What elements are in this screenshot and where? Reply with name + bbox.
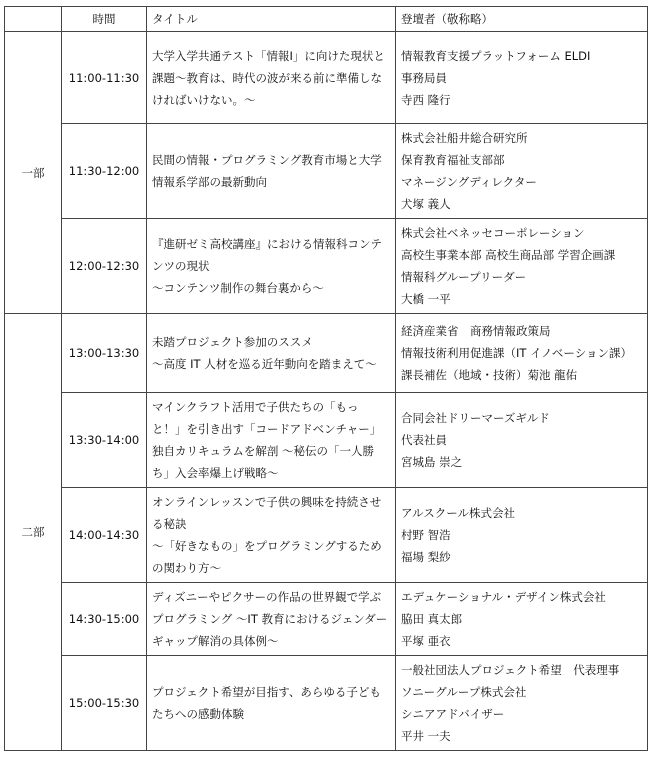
- speaker-line: 寺西 隆行: [401, 92, 451, 107]
- title-line: たちへの感動体験: [152, 707, 244, 721]
- time-cell: 15:00-15:30: [62, 656, 147, 751]
- title-line: ンツの現状: [152, 259, 210, 273]
- time-cell: 11:00-11:30: [62, 32, 147, 124]
- speaker-line: 宮城島 崇之: [401, 455, 463, 469]
- title-line: 未踏プロジェクト参加のススメ: [152, 335, 313, 349]
- title-line: 『進研ゼミ高校講座』における情報科コンテ: [152, 237, 382, 251]
- title-line: ～高度 IT 人材を巡る近年動向を踏まえて～: [152, 357, 377, 371]
- speaker-line: 一般社団法人プロジェクト希望 代表理事: [401, 663, 620, 677]
- schedule-row: [5, 656, 648, 751]
- title-line: ければいけない。～: [152, 92, 256, 107]
- speaker-line: マネージングディレクター: [401, 175, 537, 189]
- speakers-cell: [396, 656, 648, 751]
- schedule-row: [5, 488, 648, 583]
- speaker-line: 高校生事業本部 高校生商品部 学習企画課: [401, 248, 616, 262]
- speaker-line: エデュケーショナル・デザイン株式会社: [401, 590, 606, 604]
- title-line: る秘訣: [152, 517, 187, 531]
- speaker-line: 情報科グループリーダー: [401, 270, 527, 284]
- header-part: [5, 7, 62, 32]
- speaker-line: 福場 梨紗: [401, 550, 451, 564]
- schedule-table: [4, 6, 648, 751]
- title-line: の関わり方～: [152, 561, 221, 575]
- speaker-line: 合同会社ドリーマーズギルド: [401, 411, 550, 425]
- speakers-cell: [396, 393, 648, 488]
- title-cell: [147, 488, 396, 583]
- speaker-line: ソニーグループ株式会社: [401, 685, 527, 699]
- title-cell: [147, 32, 396, 124]
- title-line: 情報系学部の最新動向: [152, 175, 267, 189]
- header-speakers: 登壇者（敬称略）: [396, 7, 648, 32]
- title-line: 民間の情報・プログラミング教育市場と大学: [152, 153, 382, 167]
- schedule-row: [5, 583, 648, 656]
- speakers-cell: [396, 124, 648, 219]
- title-line: ギャップ解消の具体例～: [152, 634, 279, 648]
- speaker-line: 株式会社ベネッセコーポレーション: [401, 226, 585, 240]
- title-cell: [147, 393, 396, 488]
- speaker-line: 平塚 亜衣: [401, 634, 451, 648]
- speaker-line: 課長補佐（地域・技術）菊池 龍佑: [401, 368, 578, 382]
- schedule-row: [5, 314, 648, 393]
- speaker-line: 保育教育福祉支部部: [401, 153, 505, 167]
- title-cell: [147, 314, 396, 393]
- speaker-line: 代表社員: [401, 433, 447, 447]
- title-line: オンラインレッスンで子供の興味を持続させ: [152, 495, 382, 509]
- title-cell: [147, 583, 396, 656]
- speaker-line: 情報教育支援プラットフォーム ELDI: [401, 48, 591, 63]
- time-cell: 14:00-14:30: [62, 488, 147, 583]
- speaker-line: 情報技術利用促進課（IT イノベーション課）: [401, 346, 632, 360]
- title-line: ～「好きなもの」をプログラミングするため: [152, 539, 382, 553]
- speakers-cell: [396, 583, 648, 656]
- header-title: タイトル: [147, 7, 396, 32]
- header-time: 時間: [62, 7, 147, 32]
- speaker-line: 事務局員: [401, 70, 447, 85]
- title-line: 課題～教育は、時代の波が来る前に準備しな: [152, 70, 382, 85]
- schedule-row: [5, 32, 648, 124]
- part-label: 二部: [5, 314, 62, 751]
- part-label: 一部: [5, 32, 62, 314]
- speakers-cell: [396, 219, 648, 314]
- speakers-cell: [396, 488, 648, 583]
- schedule-row: [5, 219, 648, 314]
- time-cell: 13:00-13:30: [62, 314, 147, 393]
- time-cell: 12:00-12:30: [62, 219, 147, 314]
- title-line: ～コンテンツ制作の舞台裏から～: [152, 281, 324, 295]
- title-line: プログラミング ～IT 教育におけるジェンダー: [152, 612, 388, 626]
- speaker-line: シニアアドバイザー: [401, 707, 505, 721]
- title-line: と！」を引き出す「コードアドベンチャー」: [152, 422, 382, 436]
- title-line: 独自カリキュラムを解剖 ～秘伝の「一人勝: [152, 444, 375, 458]
- title-line: マインクラフト活用で子供たちの「もっ: [152, 400, 359, 414]
- time-cell: 11:30-12:00: [62, 124, 147, 219]
- title-cell: [147, 219, 396, 314]
- header-row: [5, 7, 648, 32]
- speakers-cell: [396, 314, 648, 393]
- schedule-row: [5, 393, 648, 488]
- title-line: プロジェクト希望が目指す、あらゆる子ども: [152, 685, 381, 699]
- schedule-row: [5, 124, 648, 219]
- speaker-line: 株式会社船井総合研究所: [401, 131, 528, 145]
- speakers-cell: [396, 32, 648, 124]
- time-cell: 13:30-14:00: [62, 393, 147, 488]
- title-cell: [147, 656, 396, 751]
- title-line: ディズニーやピクサーの作品の世界観で学ぶ: [152, 590, 382, 604]
- speaker-line: 犬塚 義人: [401, 197, 451, 211]
- time-cell: 14:30-15:00: [62, 583, 147, 656]
- speaker-line: 経済産業省 商務情報政策局: [401, 324, 551, 338]
- schedule-body: [5, 32, 648, 751]
- speaker-line: 平井 一夫: [401, 729, 451, 743]
- speaker-line: アルスクール株式会社: [401, 506, 515, 520]
- title-line: ち」入会率爆上げ戦略～: [152, 466, 279, 480]
- speaker-line: 村野 智浩: [401, 528, 451, 542]
- title-line: 大学入学共通テスト「情報Ⅰ」に向けた現状と: [152, 48, 385, 63]
- speaker-line: 脇田 真太郎: [401, 612, 463, 626]
- title-cell: [147, 124, 396, 219]
- speaker-line: 大橋 一平: [401, 292, 451, 306]
